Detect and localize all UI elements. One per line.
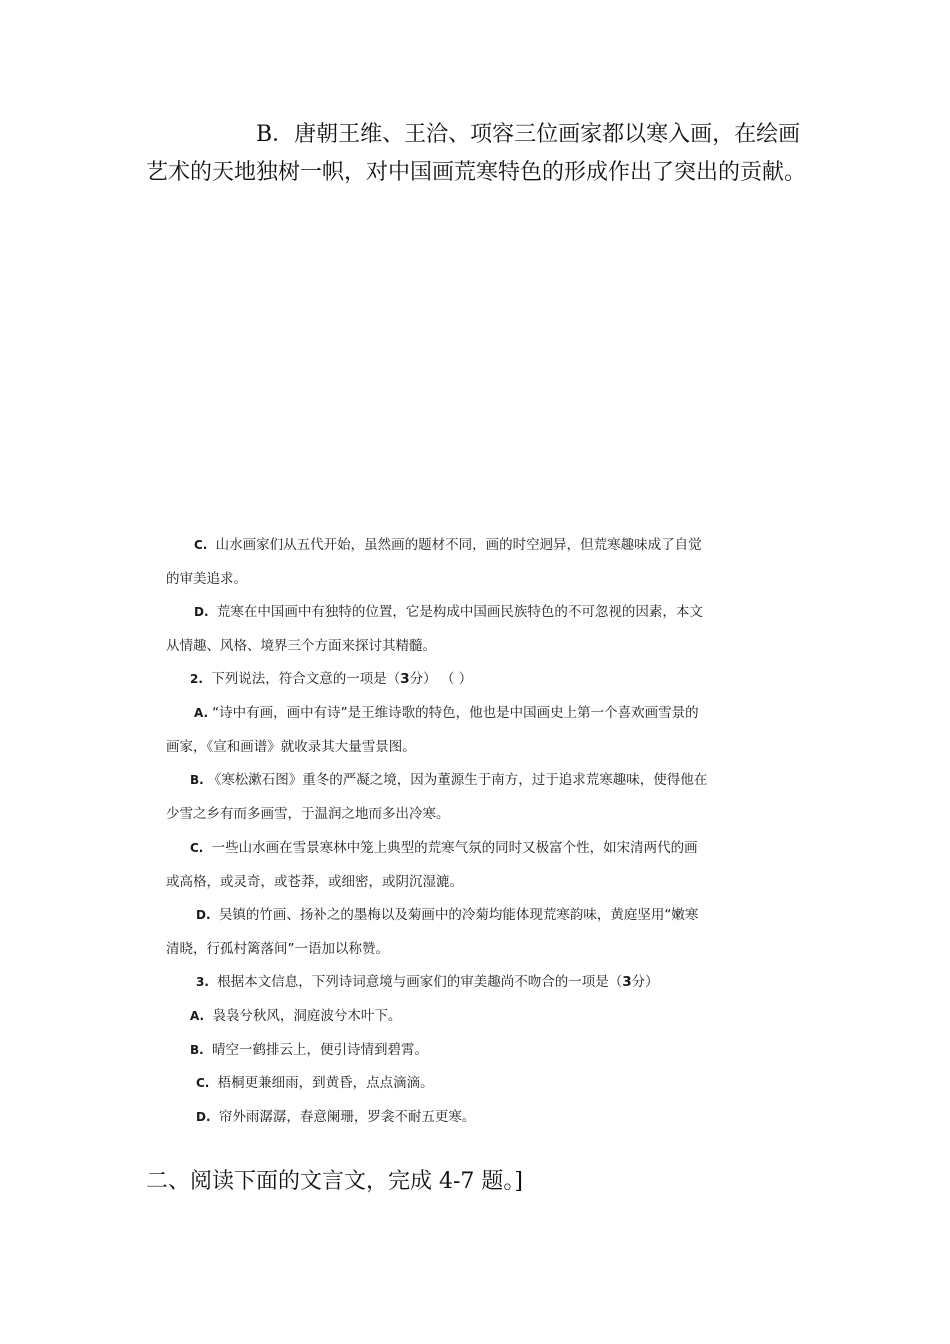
option-letter: C. xyxy=(194,538,208,552)
option-letter: D. xyxy=(196,1110,211,1124)
q2-option-c xyxy=(190,838,698,858)
q3-option-a xyxy=(190,1006,401,1026)
option-b-line-2: 艺术的天地独树一帜，对中国画荒寒特色的形成作出了突出的贡献。 xyxy=(146,160,807,185)
q3-option-b xyxy=(190,1040,428,1060)
q2-option-d-line-2: 清晓，行孤村篱落间”一语加以称赞。 xyxy=(166,941,389,957)
section-2-heading: 二、阅读下面的文言文，完成 4-7 题。] xyxy=(146,1169,523,1194)
stem-text-end: 分） （ ） xyxy=(409,671,473,687)
q3-stem xyxy=(196,972,659,992)
question-number: 3. xyxy=(196,975,209,989)
option-letter: B. xyxy=(190,1043,204,1057)
q1-option-c-line-2: 的审美追求。 xyxy=(166,571,247,587)
stem-text: 下列说法，符合文意的一项是（ xyxy=(211,671,401,687)
score: 3 xyxy=(622,974,632,990)
option-text: 帘外雨潺潺，春意阑珊，罗衾不耐五更寒。 xyxy=(218,1109,476,1125)
option-text: 一些山水画在雪景寒林中笼上典型的荒寒气氛的同时又极富个性，如宋清两代的画 xyxy=(211,840,698,856)
q2-option-a-line-2: 画家，《宣和画谱》就收录其大量雪景图。 xyxy=(166,739,416,755)
option-letter: A. xyxy=(190,1009,205,1023)
option-letter: C. xyxy=(196,1076,210,1090)
option-text: “诗中有画，画中有诗”是王维诗歌的特色，他也是中国画史上第一个喜欢画雪景的 xyxy=(212,705,699,721)
option-letter: D. xyxy=(194,605,209,619)
option-letter: D. xyxy=(196,908,211,922)
q3-option-c xyxy=(196,1073,434,1093)
q2-option-b-line-2: 少雪之乡有而多画雪，于温润之地而多出冷寒。 xyxy=(166,806,450,822)
q2-option-c-line-2: 或高格，或灵奇，或苍莽，或细密，或阴沉湿漉。 xyxy=(166,874,463,890)
q3-option-d xyxy=(196,1107,475,1127)
q2-option-d xyxy=(196,905,698,925)
stem-text: 根据本文信息，下列诗词意境与画家们的审美趣尚不吻合的一项是（ xyxy=(217,974,623,990)
option-b-line-1: B．唐朝王维、王洽、项容三位画家都以寒入画，在绘画 xyxy=(256,122,801,147)
option-text: 梧桐更兼细雨，到黄昏，点点滴滴。 xyxy=(217,1075,434,1091)
option-text: 晴空一鹤排云上，便引诗情到碧霄。 xyxy=(212,1042,429,1058)
option-text: 山水画家们从五代开始，虽然画的题材不同，画的时空迥异，但荒寒趣味成了自觉 xyxy=(215,537,702,553)
option-letter: C. xyxy=(190,841,204,855)
option-text: 荒寒在中国画中有独特的位置，它是构成中国画民族特色的不可忽视的因素，本文 xyxy=(216,604,703,620)
option-text: 《寒松漱石图》重冬的严凝之境，因为董源生于南方，过于追求荒寒趣味，使得他在 xyxy=(207,772,708,788)
score: 3 xyxy=(400,671,410,687)
q2-stem xyxy=(190,669,472,689)
q2-option-b xyxy=(190,770,707,790)
q1-option-d-line-2: 从情趣、风格、境界三个方面来探讨其精髓。 xyxy=(166,638,436,654)
question-number: 2. xyxy=(190,672,203,686)
option-text: 袅袅兮秋风，洞庭波兮木叶下。 xyxy=(212,1008,402,1024)
option-letter: A. xyxy=(194,706,209,720)
option-text: 吴镇的竹画、扬补之的墨梅以及菊画中的冷菊均能体现荒寒韵味，黄庭坚用“嫩寒 xyxy=(218,907,699,923)
q1-option-c xyxy=(194,535,702,555)
option-letter: B. xyxy=(190,773,204,787)
q2-option-a xyxy=(194,703,699,723)
stem-text-end: 分） xyxy=(631,974,659,990)
q1-option-d xyxy=(194,602,703,622)
